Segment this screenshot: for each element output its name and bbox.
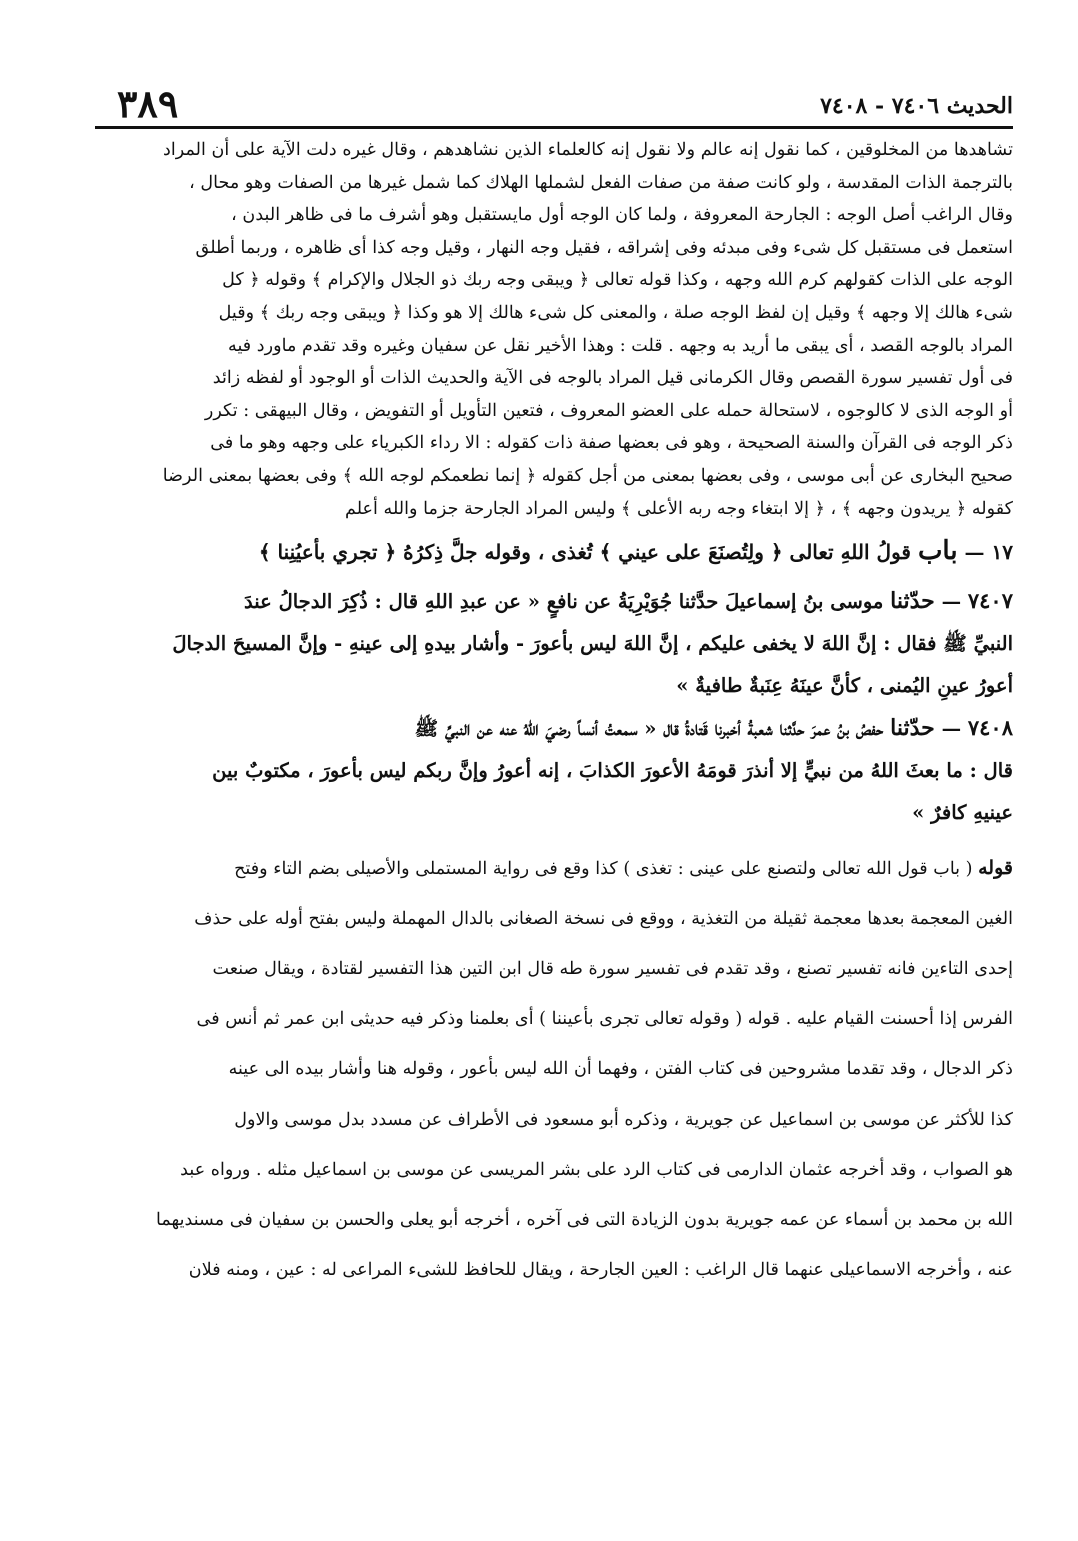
chapter-title: قولُ اللهِ تعالى ﴿ ولِتُصنَعَ على عيني ﴾ تُغذى ، وقوله جلَّ ذِكرُهُ ﴿ تجري بأعيُنِنا ﴾	[258, 540, 911, 565]
hadith-line: حفصُ بنُ عمرَ حدَّثنا شعبةُ أخبرنا قَتادةُ قال « سمعتُ أنساً رضيَ اللهُ عنه عن النبيِّ ﷺ	[414, 717, 884, 741]
narration-label: حدّثنا	[890, 715, 935, 742]
text-line: الوجه على الذات كقولهم كرم الله وجهه ، وكذا قوله تعالى ﴿ ويبقى وجه ربك ذو الجلال والإكرام ﴾ وقوله ﴿ كل	[222, 270, 1013, 291]
text-line: كقوله ﴿ يريدون وجهه ﴾ ، ﴿ إلا ابتغاء وجه ربه الأعلى ﴾ وليس المراد الجارحة جزما والله أعلم	[345, 498, 1013, 519]
hadith-number: ٧٤٠٨	[967, 715, 1013, 741]
text-line: تشاهدها من المخلوقين ، كما نقول إنه عالم ولا نقول إنه كالعلماء الذين نشاهدهم ، وقال غيره دلت الآية على أن المراد	[163, 140, 1013, 160]
hadith-line: قال : ما بعثَ اللهُ من نبيٍّ إلا أنذرَ قومَهُ الأعورَ الكذابَ ، إنه أعورُ وإنَّ ربكم ليس بأعورَ ، مكتوبٌ بين	[212, 759, 1013, 783]
page-number: ٣٨٩	[117, 81, 179, 126]
sharh-line: كذا للأكثر عن موسى بن اسماعيل عن جويرية ، وذكره أبو مسعود فى الأطراف عن مسدد بدل موسى والاول	[234, 1109, 1013, 1130]
sharh-line: الله بن محمد بن أسماء عن عمه جويرية بدون الزيادة التى فى آخره ، أخرجه أبو يعلى والحسن بن سفيان فى مسنديهما	[155, 1210, 1013, 1231]
sharh-line: إحدى التاءين فانه تفسير تصنع ، وقد تقدم فى تفسير سورة طه قال ابن التين هذا التفسير لقتادة ، ويقال صنعت	[212, 959, 1013, 980]
sharh-line: عنه ، وأخرجه الاسماعيلى عنهما قال الراغب : العين الجارحة ، ويقال للحافظ للشىء المراعى له : عين ، ومنه فلان	[188, 1260, 1013, 1281]
hadith-line: عينيهِ كافرٌ »	[912, 801, 1013, 825]
hadith-line: موسى بنُ إسماعيلَ حدَّثنا جُوَيْرِيَةُ عن نافعٍ « عن عبدِ اللهِ قال : ذُكِرَ الدجالُ عندَ	[244, 590, 884, 614]
lead-word: قوله	[978, 856, 1013, 879]
text-line: وقال الراغب أصل الوجه : الجارحة المعروفة ، ولما كان الوجه أول مايستقبل وهو أشرف ما فى ظاهر البدن ،	[231, 205, 1013, 226]
commentary-block	[95, 134, 1013, 525]
text-line: المراد بالوجه القصد ، أى يبقى ما أريد به وجهه . قلت : وهذا الأخير نقل عن سفيان وغيره وقد تقدم ماورد فيه	[228, 335, 1013, 356]
hadith-number: ٧٤٠٧	[967, 588, 1013, 614]
hadith-line: أعورُ عينِ اليُمنى ، كأنَّ عينَهُ عِنَبةٌ طافيةٌ »	[676, 674, 1013, 698]
running-head: الحديث ٧٤٠٦ - ٧٤٠٨	[820, 93, 1013, 119]
hadith-line: النبيِّ ﷺ فقال : إنَّ اللهَ لا يخفى عليكم ، إنَّ اللهَ ليس بأعورَ - وأشار بيدهِ إلى عينهِ - وإنَّ المسيحَ الدجالَ	[172, 632, 1013, 656]
hadith-7407: ٧٤٠٧ — حدّثنا موسى بنُ إسماعيلَ حدَّثنا جُوَيْرِيَةُ عن نافعٍ « عن عبدِ اللهِ قال : ذُكِرَ الدجالُ عندَ النبيِّ ﷺ فقال : إنَّ اللهَ لا يخفى عليكم ، إنَّ اللهَ ليس بأعورَ - وأشار بيدهِ إلى عينهِ - وإنَّ المسيحَ الدجالَ أعورُ عينِ اليُمنى ، كأنَّ عينَهُ عِنَبةٌ طافيةٌ »	[95, 580, 1013, 707]
sharh-line: ( باب قول الله تعالى ولتصنع على عينى : تغذى ) كذا وقع فى رواية المستملى والأصيلى بضم التاء وفتح	[234, 858, 973, 879]
narration-label: حدّثنا	[890, 588, 935, 615]
chapter-label: باب	[917, 536, 958, 567]
text-line: شىء هالك إلا وجهه ﴾ وقيل إن لفظ الوجه صلة ، والمعنى كل شىء هالك إلا هو وكذا ﴿ ويبقى وجه ربك ﴾ وقيل	[218, 302, 1013, 323]
sharh-line: هو الصواب ، وقد أخرجه عثمان الدارمى فى كتاب الرد على بشر المريسى عن موسى بن اسماعيل مثله . ورواه عبد	[180, 1159, 1013, 1180]
sharh-line: ذكر الدجال ، وقد تقدما مشروحين فى كتاب الفتن ، وفهما أن الله ليس بأعور ، وقوله هنا وأشار بيده الى عينه	[228, 1059, 1013, 1080]
text-line: بالترجمة الذات المقدسة ، ولو كانت صفة من صفات الفعل لشملها الهلاك كما شمل غيرها من الصفات وهو محال ،	[189, 172, 1013, 193]
text-line: استعمل فى مستقبل كل شىء وفى مبدئه وفى إشراقه ، فقيل وجه النهار ، وقيل وجه كذا أى ظاهره ، وربما أطلق	[195, 237, 1013, 258]
text-line: فى أول تفسير سورة القصص وقال الكرمانى قيل المراد بالوجه فى الآية والحديث الذات أو الوجود أو لفظه زائد	[212, 368, 1013, 389]
sharh-line: الفرس إذا أحسنت القيام عليه . قوله ( وقوله تعالى تجرى بأعيننا ) أى بعلمنا وذكر فيه حديثى ابن عمر ثم أنس فى	[196, 1009, 1013, 1030]
page-header	[95, 78, 1013, 129]
chapter-number: ١٧	[991, 540, 1013, 565]
text-line: ذكر الوجه فى القرآن والسنة الصحيحة ، وهو فى بعضها صفة ذات كقوله : الا رداء الكبرياء على وجهه وهو ما فى	[210, 433, 1013, 454]
sharh-line: الغين المعجمة بعدها معجمة ثقيلة من التغذية ، ووقع فى نسخة الصغانى بالدال المهملة وليس بفتح أوله على حذف	[194, 908, 1013, 929]
text-line: أو الوجه الذى لا كالوجوه ، لاستحالة حمله على العضو المعروف ، فتعين التأويل أو التفويض ، وقال البيهقى : تكرر	[204, 400, 1013, 421]
sharh-block	[95, 852, 1013, 1287]
page-body	[95, 134, 1013, 1304]
text-line: صحيح البخارى عن أبى موسى ، وفى بعضها بمعنى من أجل كقوله ﴿ إنما نطعمكم لوجه الله ﴾ وفى بعضها بمعنى الرضا	[162, 465, 1013, 486]
chapter-heading: ١٧ — باب قولُ اللهِ تعالى ﴿ ولِتُصنَعَ على عيني ﴾ تُغذى ، وقوله جلَّ ذِكرُهُ ﴿ تجري بأعيُنِنا ﴾	[258, 536, 1013, 567]
hadith-7408: ٧٤٠٨ — حدّثنا حفصُ بنُ عمرَ حدَّثنا شعبةُ أخبرنا قَتادةُ قال « سمعتُ أنساً رضيَ اللهُ عنه عن النبيِّ ﷺ قال : ما بعثَ اللهُ من نبيٍّ إلا أنذرَ قومَهُ الأعورَ الكذابَ ، إنه أعورُ وإنَّ ربكم ليس بأعورَ ، مكتوبٌ بين عينيهِ كافرٌ »	[95, 707, 1013, 834]
